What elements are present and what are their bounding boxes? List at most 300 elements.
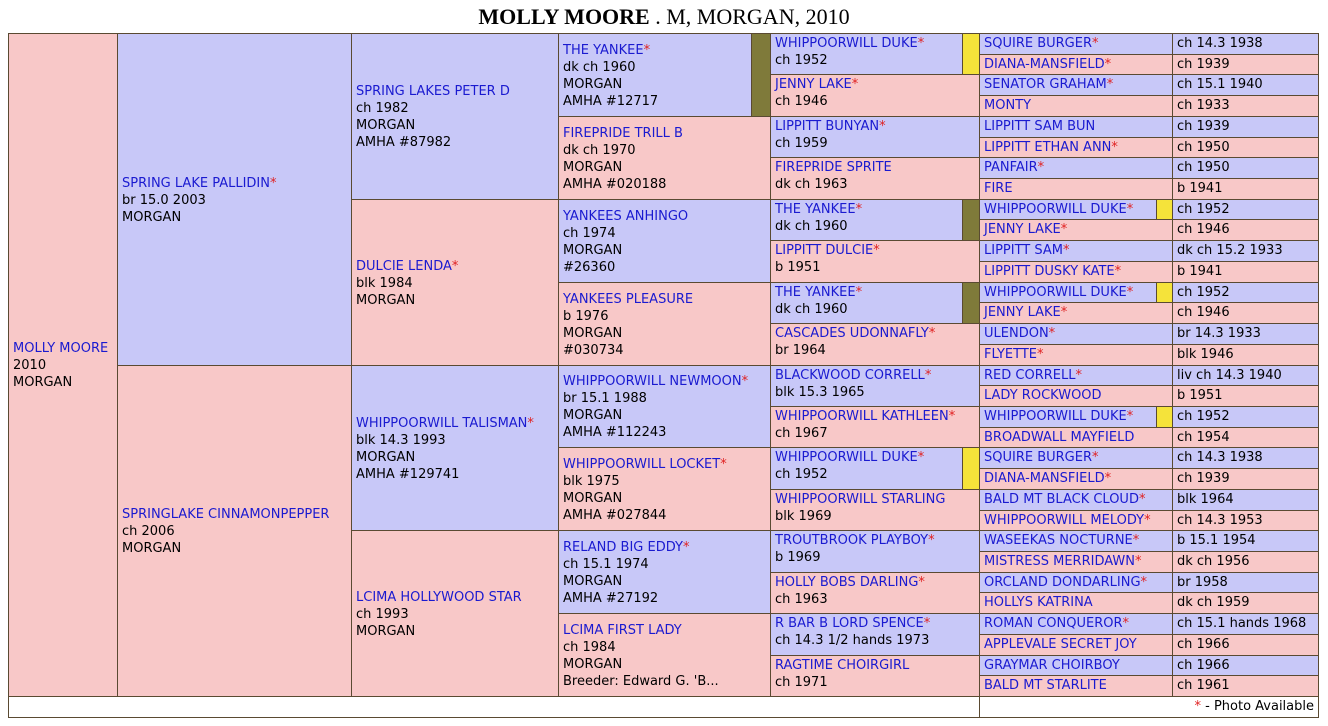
photo-available-marker: * bbox=[1104, 56, 1112, 72]
horse-name-link-applevale-secret-joy[interactable]: APPLEVALE SECRET JOY bbox=[984, 637, 1137, 652]
horse-name-link-lippitt-sam-bun[interactable]: LIPPITT SAM BUN bbox=[984, 119, 1096, 134]
photo-legend bbox=[979, 696, 1319, 718]
horse-name-link-hollys-katrina[interactable]: HOLLYS KATRINA bbox=[984, 595, 1093, 610]
pedigree-cell-ragtime-choirgirl bbox=[770, 655, 980, 697]
photo-available-marker: * bbox=[855, 285, 863, 300]
photo-available-marker: * bbox=[928, 533, 935, 548]
horse-info-line: AMHA #87982 bbox=[356, 135, 452, 150]
horse-info-line: MORGAN bbox=[563, 657, 623, 672]
horse-name-line bbox=[563, 291, 768, 308]
photo-available-marker: * bbox=[1060, 305, 1068, 320]
horse-name-link-orcland-dondarling[interactable]: ORCLAND DONDARLING bbox=[984, 574, 1141, 590]
photo-available-marker: * bbox=[948, 409, 956, 424]
pedigree-cell-the-yankee bbox=[770, 199, 963, 241]
horse-info-text: ch 1939 bbox=[1177, 56, 1230, 72]
horse-entry bbox=[356, 589, 556, 640]
horse-name-line bbox=[563, 539, 768, 556]
horse-entry bbox=[775, 657, 977, 691]
horse-info-cell bbox=[1172, 365, 1319, 386]
pedigree-cell-whippoorwill-newmoon bbox=[558, 365, 771, 448]
horse-name-line bbox=[775, 367, 977, 384]
horse-info-cell bbox=[1172, 261, 1319, 283]
horse-name-line bbox=[563, 42, 749, 59]
horse-name-link-ragtime-choirgirl[interactable]: RAGTIME CHOIRGIRL bbox=[775, 658, 910, 673]
horse-name-link-lady-rockwood[interactable]: LADY ROCKWOOD bbox=[984, 388, 1102, 403]
photo-available-marker: * bbox=[1092, 36, 1099, 51]
horse-name-link-firepride-sprite[interactable]: FIREPRIDE SPRITE bbox=[775, 160, 892, 175]
horse-entry bbox=[775, 325, 977, 359]
horse-info-cell bbox=[1172, 219, 1319, 241]
horse-entry bbox=[563, 125, 768, 193]
horse-name-line bbox=[775, 242, 977, 259]
horse-info-line: blk 14.3 1993 bbox=[356, 433, 446, 448]
inbreeding-indicator bbox=[1156, 282, 1173, 303]
horse-name-link-broadwall-mayfield[interactable]: BROADWALL MAYFIELD bbox=[984, 429, 1135, 445]
horse-info-cell bbox=[1172, 675, 1319, 697]
pedigree-cell-firepride-trill-b bbox=[558, 116, 771, 200]
pedigree-cell-jenny-lake bbox=[979, 219, 1173, 241]
horse-info-cell bbox=[1172, 54, 1319, 75]
horse-name-line bbox=[775, 201, 960, 218]
horse-info-text: liv ch 14.3 1940 bbox=[1177, 367, 1282, 383]
horse-name-link-whippoorwill-duke[interactable]: WHIPPOORWILL DUKE bbox=[775, 450, 918, 465]
horse-info-cell bbox=[1172, 240, 1319, 262]
horse-name-link-diana-mansfield[interactable]: DIANA-MANSFIELD bbox=[984, 471, 1105, 486]
horse-entry bbox=[775, 408, 977, 442]
photo-available-marker: * bbox=[682, 540, 690, 555]
horse-entry bbox=[563, 42, 749, 110]
photo-available-marker: * bbox=[1126, 409, 1134, 424]
horse-info-cell bbox=[1172, 572, 1319, 593]
horse-name-line bbox=[356, 83, 556, 100]
photo-available-marker: * bbox=[917, 36, 925, 51]
horse-info-text: dk ch 15.2 1933 bbox=[1177, 243, 1283, 258]
pedigree-cell-jenny-lake bbox=[770, 74, 980, 117]
pedigree-cell-diana-mansfield bbox=[979, 54, 1173, 75]
horse-name-link-panfair[interactable]: PANFAIR bbox=[984, 160, 1038, 175]
title-details: . M, MORGAN, 2010 bbox=[649, 4, 850, 29]
pedigree-cell-senator-graham bbox=[979, 74, 1173, 96]
photo-available-marker: * bbox=[1048, 326, 1056, 341]
inbreeding-indicator bbox=[1156, 199, 1173, 220]
photo-available-marker: * bbox=[269, 176, 277, 191]
horse-info-cell bbox=[1172, 655, 1319, 676]
horse-info-line: ch 1982 bbox=[356, 101, 409, 116]
horse-name-link-roman-conqueror[interactable]: ROMAN CONQUEROR bbox=[984, 616, 1123, 631]
pedigree-cell-lippitt-dulcie bbox=[770, 240, 980, 283]
photo-available-marker: * bbox=[923, 616, 931, 631]
horse-info-line: br 15.0 2003 bbox=[122, 193, 206, 208]
horse-info-cell bbox=[1172, 592, 1319, 614]
photo-legend-text: - Photo Available bbox=[1200, 699, 1314, 714]
horse-name-link-whippoorwill-duke[interactable]: WHIPPOORWILL DUKE bbox=[984, 409, 1127, 424]
horse-name-line bbox=[775, 159, 977, 176]
pedigree-cell-firepride-sprite bbox=[770, 157, 980, 200]
horse-name-link-whippoorwill-duke[interactable]: WHIPPOORWILL DUKE bbox=[984, 201, 1127, 217]
pedigree-cell-applevale-secret-joy bbox=[979, 634, 1173, 656]
inbreeding-indicator bbox=[1156, 406, 1173, 428]
horse-info-text: ch 1939 bbox=[1177, 119, 1230, 134]
horse-entry bbox=[775, 35, 960, 69]
horse-entry bbox=[563, 456, 768, 524]
horse-name-link-spring-lake-pallidin[interactable]: SPRING LAKE PALLIDIN bbox=[122, 176, 270, 191]
horse-name-link-lippitt-ethan-ann[interactable]: LIPPITT ETHAN ANN bbox=[984, 139, 1112, 155]
pedigree-cell-whippoorwill-duke bbox=[770, 447, 963, 490]
pedigree-cell-squire-burger bbox=[979, 447, 1173, 469]
horse-name-line bbox=[563, 456, 768, 473]
horse-info-line: ch 1971 bbox=[775, 675, 828, 690]
horse-name-link-whippoorwill-newmoon[interactable]: WHIPPOORWILL NEWMOON bbox=[563, 374, 742, 389]
horse-name-link-squire-burger[interactable]: SQUIRE BURGER bbox=[984, 450, 1092, 465]
horse-info-line: ch 1993 bbox=[356, 607, 409, 622]
horse-info-line: ch 15.1 1974 bbox=[563, 557, 649, 572]
pedigree-cell-lcima-hollywood-star bbox=[351, 530, 559, 697]
title-horse-name: MOLLY MOORE bbox=[478, 4, 650, 29]
horse-info-cell bbox=[1172, 282, 1319, 303]
horse-name-link-jenny-lake[interactable]: JENNY LAKE bbox=[984, 222, 1061, 237]
horse-name-link-reland-big-eddy[interactable]: RELAND BIG EDDY bbox=[563, 540, 683, 555]
horse-info-text: ch 14.3 1953 bbox=[1177, 512, 1263, 528]
horse-info-line: ch 14.3 1/2 hands 1973 bbox=[775, 633, 930, 648]
horse-info-cell bbox=[1172, 137, 1319, 158]
horse-info-text: ch 15.1 1940 bbox=[1177, 77, 1263, 92]
horse-info-cell bbox=[1172, 157, 1319, 179]
horse-name-line bbox=[775, 449, 960, 466]
horse-info-line: MORGAN bbox=[563, 243, 623, 258]
horse-info-cell bbox=[1172, 510, 1319, 531]
horse-info-line: ch 1967 bbox=[775, 426, 828, 441]
pedigree-cell-spring-lakes-peter-d bbox=[351, 33, 559, 200]
horse-info-line: ch 1946 bbox=[775, 94, 828, 109]
pedigree-cell-whippoorwill-duke bbox=[979, 406, 1157, 428]
horse-info-line: MORGAN bbox=[13, 375, 73, 390]
horse-name-link-fire[interactable]: FIRE bbox=[984, 181, 1013, 196]
horse-info-line: MORGAN bbox=[563, 574, 623, 589]
photo-available-marker: * bbox=[1075, 367, 1082, 383]
photo-available-marker: * bbox=[1126, 201, 1134, 217]
horse-info-text: ch 1939 bbox=[1177, 471, 1230, 486]
horse-name-line bbox=[775, 76, 977, 93]
horse-name-link-graymar-choirboy[interactable]: GRAYMAR CHOIRBOY bbox=[984, 657, 1120, 673]
horse-name-link-lippitt-dulcie[interactable]: LIPPITT DULCIE bbox=[775, 243, 874, 258]
horse-info-line: AMHA #112243 bbox=[563, 425, 667, 440]
horse-name-link-lcima-hollywood-star[interactable]: LCIMA HOLLYWOOD STAR bbox=[356, 590, 522, 605]
horse-info-line: AMHA #027844 bbox=[563, 508, 667, 523]
horse-info-line: ch 1952 bbox=[775, 467, 828, 482]
photo-available-marker: * bbox=[1122, 616, 1130, 631]
horse-name-link-troutbrook-playboy[interactable]: TROUTBROOK PLAYBOY bbox=[775, 533, 929, 548]
horse-name-link-whippoorwill-duke[interactable]: WHIPPOORWILL DUKE bbox=[984, 284, 1127, 300]
horse-info-text: ch 1966 bbox=[1177, 637, 1230, 652]
horse-name-link-cascades-udonnafly[interactable]: CASCADES UDONNAFLY bbox=[775, 326, 929, 341]
horse-info-line: MORGAN bbox=[356, 624, 416, 639]
horse-name-link-holly-bobs-darling[interactable]: HOLLY BOBS DARLING bbox=[775, 575, 919, 590]
horse-name-link-whippoorwill-kathleen[interactable]: WHIPPOORWILL KATHLEEN bbox=[775, 409, 949, 424]
horse-entry bbox=[122, 175, 349, 226]
horse-entry bbox=[775, 118, 977, 152]
horse-name-link-the-yankee[interactable]: THE YANKEE bbox=[563, 43, 644, 58]
footer-spacer bbox=[8, 696, 980, 718]
photo-available-marker: * bbox=[928, 326, 936, 341]
horse-info-line: MORGAN bbox=[356, 293, 416, 308]
horse-name-link-whippoorwill-melody[interactable]: WHIPPOORWILL MELODY bbox=[984, 512, 1145, 528]
pedigree-cell-troutbrook-playboy bbox=[770, 530, 980, 573]
pedigree-cell-lippitt-sam-bun bbox=[979, 116, 1173, 138]
horse-name-link-the-yankee[interactable]: THE YANKEE bbox=[775, 202, 856, 217]
horse-info-line: MORGAN bbox=[122, 210, 182, 225]
horse-entry bbox=[13, 340, 115, 391]
horse-info-text: ch 1952 bbox=[1177, 409, 1230, 424]
pedigree-cell-r-bar-b-lord-spence bbox=[770, 613, 980, 656]
photo-available-marker: * bbox=[1106, 77, 1114, 92]
horse-name-line bbox=[775, 532, 977, 549]
horse-info-text: ch 1946 bbox=[1177, 305, 1230, 320]
horse-entry bbox=[563, 291, 768, 359]
horse-info-cell bbox=[1172, 551, 1319, 573]
horse-name-link-squire-burger[interactable]: SQUIRE BURGER bbox=[984, 36, 1092, 51]
pedigree-cell-bald-mt-starlite bbox=[979, 675, 1173, 697]
photo-available-marker: * bbox=[917, 450, 925, 465]
horse-info-text: ch 1952 bbox=[1177, 284, 1230, 300]
pedigree-cell-hollys-katrina bbox=[979, 592, 1173, 614]
horse-name-link-whippoorwill-starling[interactable]: WHIPPOORWILL STARLING bbox=[775, 492, 946, 507]
photo-available-marker: * bbox=[1092, 450, 1099, 465]
pedigree-cell-whippoorwill-melody bbox=[979, 510, 1173, 531]
pedigree-cell-whippoorwill-starling bbox=[770, 489, 980, 531]
horse-info-line: MORGAN bbox=[356, 450, 416, 465]
horse-entry bbox=[122, 506, 349, 557]
pedigree-cell-whippoorwill-locket bbox=[558, 447, 771, 531]
horse-info-line: AMHA #129741 bbox=[356, 467, 460, 482]
photo-available-marker: * bbox=[643, 43, 651, 58]
photo-available-marker: * bbox=[527, 416, 534, 431]
horse-entry bbox=[775, 284, 960, 318]
horse-info-line: MORGAN bbox=[563, 326, 623, 341]
horse-info-line: b 1976 bbox=[563, 309, 609, 324]
horse-entry bbox=[775, 615, 977, 649]
horse-info-cell bbox=[1172, 178, 1319, 200]
horse-info-line: MORGAN bbox=[122, 541, 182, 556]
horse-name-line bbox=[122, 175, 349, 192]
horse-info-cell bbox=[1172, 427, 1319, 448]
horse-name-link-diana-mansfield[interactable]: DIANA-MANSFIELD bbox=[984, 56, 1105, 72]
horse-entry bbox=[775, 367, 977, 401]
pedigree-cell-whippoorwill-duke bbox=[979, 199, 1157, 220]
horse-info-line: ch 1952 bbox=[775, 53, 828, 68]
horse-name-line bbox=[775, 491, 977, 508]
pedigree-cell-orcland-dondarling bbox=[979, 572, 1173, 593]
photo-available-marker: * bbox=[1062, 243, 1070, 258]
pedigree-cell-lippitt-dusky-kate bbox=[979, 261, 1173, 283]
horse-name-link-lippitt-dusky-kate[interactable]: LIPPITT DUSKY KATE bbox=[984, 264, 1115, 279]
horse-info-line: blk 15.3 1965 bbox=[775, 385, 865, 400]
horse-info-text: br 1958 bbox=[1177, 574, 1228, 590]
horse-name-link-yankees-pleasure[interactable]: YANKEES PLEASURE bbox=[563, 292, 694, 307]
photo-available-marker: * bbox=[851, 77, 859, 92]
horse-name-link-molly-moore[interactable]: MOLLY MOORE bbox=[13, 341, 109, 356]
inbreeding-indicator bbox=[962, 33, 980, 75]
horse-info-text: dk ch 1956 bbox=[1177, 554, 1250, 569]
horse-info-cell bbox=[1172, 530, 1319, 552]
horse-info-line: 2010 bbox=[13, 358, 47, 373]
horse-info-line: br 1964 bbox=[775, 343, 826, 358]
inbreeding-indicator bbox=[962, 282, 980, 324]
photo-available-marker: * bbox=[720, 457, 727, 472]
horse-info-line: MORGAN bbox=[563, 491, 623, 506]
horse-info-cell bbox=[1172, 302, 1319, 324]
pedigree-cell-squire-burger bbox=[979, 33, 1173, 55]
pedigree-cell-the-yankee bbox=[770, 282, 963, 324]
horse-name-link-spring-lakes-peter-d[interactable]: SPRING LAKES PETER D bbox=[356, 84, 510, 99]
horse-info-line: dk ch 1960 bbox=[775, 219, 848, 234]
horse-info-text: blk 1946 bbox=[1177, 347, 1234, 362]
pedigree-cell-dulcie-lenda bbox=[351, 199, 559, 366]
horse-info-line: ch 1974 bbox=[563, 226, 616, 241]
horse-name-link-lippitt-sam[interactable]: LIPPITT SAM bbox=[984, 243, 1063, 258]
photo-available-marker: * bbox=[1135, 554, 1142, 569]
horse-info-text: ch 14.3 1938 bbox=[1177, 36, 1263, 51]
inbreeding-indicator bbox=[962, 447, 980, 490]
horse-info-text: ch 14.3 1938 bbox=[1177, 450, 1263, 465]
photo-available-marker: * bbox=[741, 374, 749, 389]
horse-entry bbox=[775, 491, 977, 525]
horse-entry bbox=[775, 242, 977, 276]
horse-name-link-dulcie-lenda[interactable]: DULCIE LENDA bbox=[356, 259, 452, 274]
photo-available-marker: * bbox=[1144, 512, 1151, 528]
horse-info-line: dk ch 1963 bbox=[775, 177, 848, 192]
horse-name-link-springlake-cinnamonpepper[interactable]: SPRINGLAKE CINNAMONPEPPER bbox=[122, 507, 330, 522]
pedigree-cell-cascades-udonnafly bbox=[770, 323, 980, 366]
horse-name-link-the-yankee[interactable]: THE YANKEE bbox=[775, 285, 856, 300]
horse-name-link-waseekas-nocturne[interactable]: WASEEKAS NOCTURNE bbox=[984, 533, 1133, 548]
horse-name-line bbox=[563, 373, 768, 390]
horse-name-link-red-correll[interactable]: RED CORRELL bbox=[984, 367, 1076, 383]
horse-info-text: ch 1946 bbox=[1177, 222, 1230, 237]
horse-info-line: ch 2006 bbox=[122, 524, 175, 539]
horse-name-link-bald-mt-black-cloud[interactable]: BALD MT BLACK CLOUD bbox=[984, 492, 1139, 507]
horse-name-link-senator-graham[interactable]: SENATOR GRAHAM bbox=[984, 77, 1107, 92]
photo-available-marker: * bbox=[855, 202, 863, 217]
horse-info-line: Breeder: Edward G. 'B... bbox=[563, 674, 719, 689]
horse-name-link-lippitt-bunyan[interactable]: LIPPITT BUNYAN bbox=[775, 119, 880, 134]
horse-name-link-monty[interactable]: MONTY bbox=[984, 98, 1032, 113]
horse-name-link-jenny-lake[interactable]: JENNY LAKE bbox=[775, 77, 852, 92]
horse-info-line: AMHA #12717 bbox=[563, 94, 659, 109]
pedigree-cell-whippoorwill-kathleen bbox=[770, 406, 980, 448]
horse-info-line: AMHA #27192 bbox=[563, 591, 659, 606]
horse-name-line bbox=[563, 125, 768, 142]
horse-entry bbox=[563, 373, 768, 441]
pedigree-cell-jenny-lake bbox=[979, 302, 1173, 324]
photo-available-marker: * bbox=[873, 243, 880, 258]
photo-available-marker: * bbox=[1111, 139, 1118, 155]
horse-entry bbox=[356, 258, 556, 309]
horse-info-cell bbox=[1172, 74, 1319, 96]
horse-name-line bbox=[775, 408, 977, 425]
photo-available-marker: * bbox=[1126, 284, 1134, 300]
photo-available-marker: * bbox=[879, 119, 886, 134]
horse-info-cell bbox=[1172, 468, 1319, 490]
horse-info-text: b 1941 bbox=[1177, 264, 1223, 279]
horse-info-cell bbox=[1172, 634, 1319, 656]
horse-info-line: blk 1969 bbox=[775, 509, 832, 524]
horse-name-link-r-bar-b-lord-spence[interactable]: R BAR B LORD SPENCE bbox=[775, 616, 924, 631]
horse-info-line: b 1951 bbox=[775, 260, 821, 275]
horse-name-line bbox=[775, 284, 960, 301]
horse-entry bbox=[775, 201, 960, 235]
photo-available-marker: * bbox=[1037, 347, 1044, 362]
horse-name-link-whippoorwill-duke[interactable]: WHIPPOORWILL DUKE bbox=[775, 36, 918, 51]
pedigree-cell-lady-rockwood bbox=[979, 385, 1173, 407]
horse-entry bbox=[356, 83, 556, 151]
horse-info-text: b 1941 bbox=[1177, 181, 1223, 196]
horse-name-link-firepride-trill-b[interactable]: FIREPRIDE TRILL B bbox=[563, 126, 683, 141]
pedigree-cell-molly-moore bbox=[8, 33, 118, 697]
horse-name-link-flyette[interactable]: FLYETTE bbox=[984, 347, 1038, 362]
horse-info-text: b 1951 bbox=[1177, 388, 1223, 403]
horse-name-line bbox=[356, 415, 556, 432]
horse-name-link-mistress-merridawn[interactable]: MISTRESS MERRIDAWN bbox=[984, 554, 1135, 569]
horse-info-cell bbox=[1172, 344, 1319, 366]
pedigree-cell-bald-mt-black-cloud bbox=[979, 489, 1173, 511]
horse-name-line bbox=[356, 258, 556, 275]
horse-info-line: blk 1975 bbox=[563, 474, 620, 489]
horse-name-link-ulendon[interactable]: ULENDON bbox=[984, 326, 1049, 341]
horse-name-line bbox=[775, 657, 977, 674]
horse-info-line: MORGAN bbox=[563, 77, 623, 92]
pedigree-cell-broadwall-mayfield bbox=[979, 427, 1173, 448]
pedigree-cell-lippitt-bunyan bbox=[770, 116, 980, 158]
horse-info-line: dk ch 1960 bbox=[563, 60, 636, 75]
inbreeding-indicator bbox=[751, 33, 771, 117]
horse-info-text: br 14.3 1933 bbox=[1177, 326, 1261, 341]
horse-info-text: ch 1961 bbox=[1177, 678, 1230, 693]
pedigree-cell-reland-big-eddy bbox=[558, 530, 771, 614]
pedigree-cell-spring-lake-pallidin bbox=[117, 33, 352, 366]
pedigree-cell-springlake-cinnamonpepper bbox=[117, 365, 352, 697]
photo-available-marker: * bbox=[1194, 699, 1201, 714]
horse-name-link-jenny-lake[interactable]: JENNY LAKE bbox=[984, 305, 1061, 320]
pedigree-cell-monty bbox=[979, 95, 1173, 117]
horse-name-link-whippoorwill-talisman[interactable]: WHIPPOORWILL TALISMAN bbox=[356, 416, 528, 431]
pedigree-cell-holly-bobs-darling bbox=[770, 572, 980, 614]
horse-entry bbox=[775, 159, 977, 193]
horse-name-link-yankees-anhingo[interactable]: YANKEES ANHINGO bbox=[563, 209, 689, 224]
horse-name-line bbox=[563, 622, 768, 639]
photo-available-marker: * bbox=[1104, 471, 1112, 486]
photo-available-marker: * bbox=[1140, 574, 1148, 590]
horse-name-line bbox=[775, 615, 977, 632]
horse-info-line: ch 1959 bbox=[775, 136, 828, 151]
horse-info-text: ch 1952 bbox=[1177, 201, 1230, 217]
horse-name-line bbox=[356, 589, 556, 606]
horse-info-text: b 15.1 1954 bbox=[1177, 533, 1256, 548]
horse-info-cell bbox=[1172, 489, 1319, 511]
horse-name-link-whippoorwill-locket[interactable]: WHIPPOORWILL LOCKET bbox=[563, 457, 721, 472]
pedigree-cell-graymar-choirboy bbox=[979, 655, 1173, 676]
pedigree-cell-red-correll bbox=[979, 365, 1173, 386]
horse-info-cell bbox=[1172, 116, 1319, 138]
horse-info-line: blk 1984 bbox=[356, 276, 413, 291]
pedigree-cell-the-yankee bbox=[558, 33, 752, 117]
horse-name-link-lcima-first-lady[interactable]: LCIMA FIRST LADY bbox=[563, 623, 682, 638]
pedigree-cell-lippitt-sam bbox=[979, 240, 1173, 262]
horse-info-line: AMHA #020188 bbox=[563, 177, 667, 192]
horse-info-line: dk ch 1970 bbox=[563, 143, 636, 158]
horse-name-link-bald-mt-starlite[interactable]: BALD MT STARLITE bbox=[984, 678, 1107, 693]
horse-name-link-blackwood-correll[interactable]: BLACKWOOD CORRELL bbox=[775, 368, 925, 383]
horse-info-text: ch 1950 bbox=[1177, 160, 1230, 175]
